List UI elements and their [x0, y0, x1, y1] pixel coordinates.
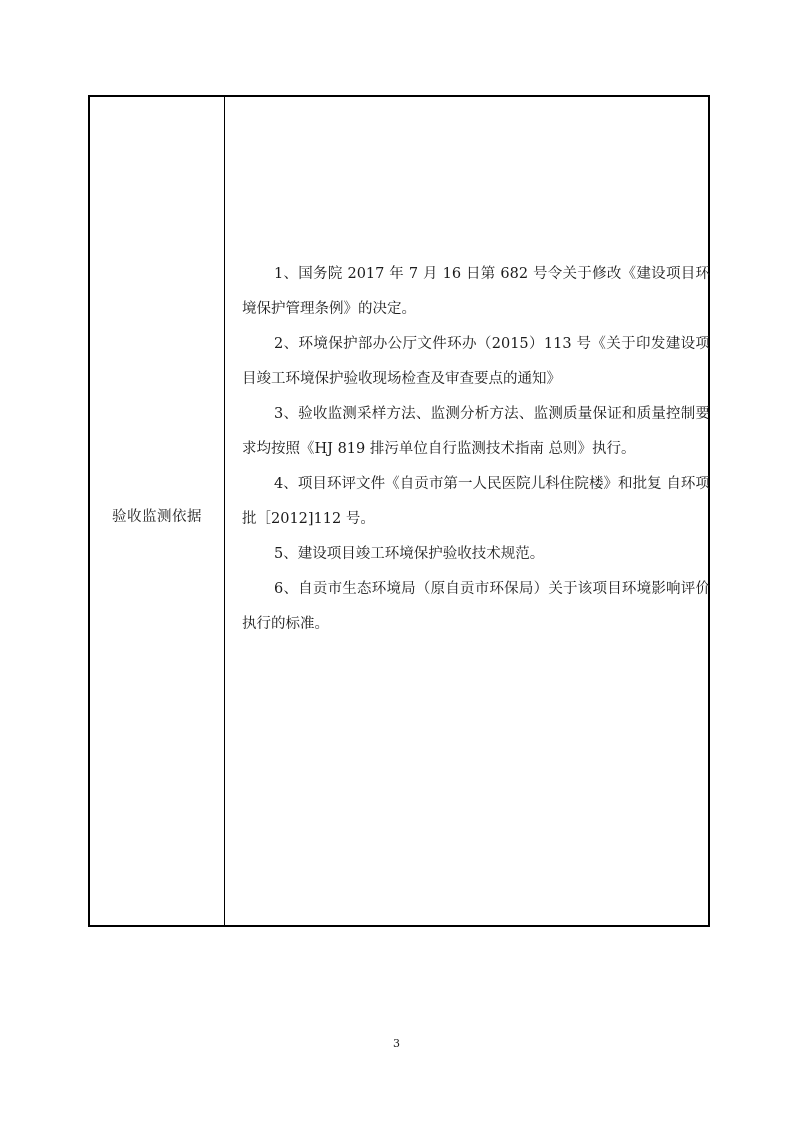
basis-item-3: 3、验收监测采样方法、监测分析方法、监测质量保证和质量控制要求均按照《HJ 819 排污单位自行监测技术指南 总则》执行。	[242, 406, 710, 457]
basis-item-5: 5、建设项目竣工环境保护验收技术规范。	[274, 546, 545, 562]
basis-list	[242, 257, 710, 642]
basis-item-2: 2、环境保护部办公厅文件环办（2015）113 号《关于印发建设项目竣工环境保护验收现场检查及审查要点的通知》	[242, 336, 710, 387]
label-cell	[90, 97, 224, 925]
row-label: 验收监测依据	[112, 508, 202, 525]
basis-item-1: 1、国务院 2017 年 7 月 16 日第 682 号令关于修改《建设项目环境保护管理条例》的决定。	[242, 266, 710, 317]
basis-item-4: 4、项目环评文件《自贡市第一人民医院儿科住院楼》和批复 自环项批［2012]112 号。	[242, 476, 710, 527]
page-number: 3	[393, 1037, 400, 1050]
basis-item-6: 6、自贡市生态环境局（原自贡市环保局）关于该项目环境影响评价执行的标准。	[242, 581, 710, 632]
basis-table	[88, 95, 710, 927]
content-cell	[226, 97, 708, 925]
column-divider	[224, 97, 225, 925]
